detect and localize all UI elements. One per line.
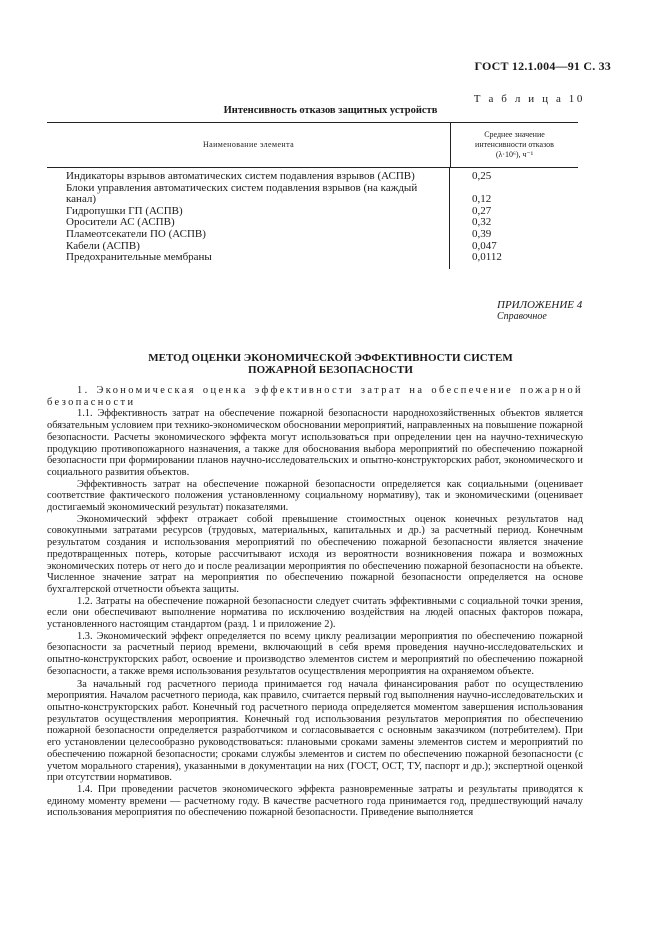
table-row-name: канал) [66, 193, 97, 206]
table-body [47, 168, 578, 269]
body-text [47, 385, 583, 819]
section-title [0, 352, 661, 376]
names-column [47, 168, 450, 269]
appendix-label [497, 299, 607, 323]
table-row-name: Гидропушки ГП (АСПВ) [66, 204, 183, 217]
table-row-value: 0,27 [472, 204, 492, 217]
column-header-value-line: интенсивности отказов [475, 140, 554, 149]
table-row-name: Пламеотсекатели ПО (АСПВ) [66, 227, 206, 240]
section-title-line: МЕТОД ОЦЕНКИ ЭКОНОМИЧЕСКОЙ ЭФФЕКТИВНОСТИ СИСТЕМ [148, 352, 513, 364]
paragraph: Экономический эффект отражает собой превышение стоимостных оценок конечных результатов над совокупными затратами ресурсов (трудовых, материальных, капитальных и др.) за расчетный период. Конечным результатом создания и использования мероприятий по обеспечению пожарной безопасности является значение предотвращенных потерь, которые рассчитывают исходя из вероятности возникновения пожара и возможных экономических потерь от него до и после реализации мероприятия по обеспечению пожарной безопасности на объекте. Численное значение затрат на мероприятия по обеспечению пожарной безопасности определяется на основе бухгалтерской отчетности объекта защиты. [47, 513, 583, 595]
table-row-value: 0,32 [472, 216, 492, 229]
paragraph: За начальный год расчетного периода принимается год начала финансирования работ по осуществлению мероприятия. Началом расчетного периода, как правило, считается первый год выполнения научно-исследовательских и опытно-конструкторских работ. Конечный год расчетного периода определяется моментом завершения использования результатов осуществления мероприятия. Конечный год использования результатов мероприятия по обеспечению пожарной безопасности определяется разработчиком и согласовывается с основным заказчиком (потребителем). При его установлении целесообразно руководствоваться: плановыми сроками замены элементов систем и мероприятий по обеспечению пожарной безопасности; сроками службы элементов и систем по обеспечению пожарной безопасности (с учетом морального старения), указанными в документации на них (ГОСТ, ОСТ, ТУ, паспорт и др.); экспертной оценкой при отсутствии нормативов. [47, 678, 583, 784]
paragraph: 1.4. При проведении расчетов экономического эффекта разновременные затраты и результаты приводятся к единому моменту времени — расчетному году. В качестве расчетного года принимается год, предшествующий началу использования мероприятия по обеспечению пожарной безопасности. Приведение выполняется [47, 783, 583, 819]
values-column [450, 168, 578, 269]
page-header: ГОСТ 12.1.004—91 С. 33 [474, 59, 611, 73]
paragraph: 1.3. Экономический эффект определяется по всему циклу реализации мероприятия по обеспечению пожарной безопасности за расчетный период времени, включающий в себя время проведения научно-исследовательских и опытно-конструкторских работ, освоение и производство элементов систем и мероприятий по обеспечению пожарной безопасности, а также время использования результатов осуществления мероприятия на охраняемом объекте. [47, 630, 583, 677]
table-title: Интенсивность отказов защитных устройств [223, 105, 438, 116]
table-row-name: Блоки управления автоматических систем подавления взрывов (на каждый [66, 181, 418, 194]
column-header-name: Наименование элемента [47, 123, 451, 167]
section-title-line: ПОЖАРНОЙ БЕЗОПАСНОСТИ [248, 364, 413, 376]
appendix-type: Справочное [497, 311, 547, 322]
table-row-value: 0,12 [472, 193, 492, 206]
table-row-name: Кабели (АСПВ) [66, 239, 140, 252]
table-row-value: 0,0112 [472, 251, 502, 264]
paragraph: 1.1. Эффективность затрат на обеспечение пожарной безопасности народнохозяйственных объектов является обязательным условием при технико-экономическом обосновании мероприятий, направленных на повышение пожарной безопасности. Расчеты экономического эффекта могут использоваться при определении цен на научно-техническую продукцию противопожарного назначения, а также для обоснования выбора мероприятий по обеспечению пожарной безопасности при формировании планов научно-исследовательских и опытно-конструкторских работ, экономического и социального развития объектов. [47, 408, 583, 478]
table-row-name: Предохранительные мембраны [66, 251, 212, 264]
column-header-value [451, 123, 578, 167]
subsection-heading: 1. Экономическая оценка эффективности затрат на обеспечение пожарной безопасности [47, 385, 583, 408]
table-header [47, 122, 578, 168]
column-header-value-line: (λ·10⁶), ч⁻¹ [495, 150, 534, 159]
column-header-value-line: Среднее значение [484, 130, 545, 139]
table-caption: Т а б л и ц а 10 [473, 93, 585, 105]
paragraph: 1.2. Затраты на обеспечение пожарной безопасности следует считать эффективными с социальной точки зрения, если они обеспечивают выполнение норматива по исключению воздействия на людей опасных факторов пожара, установленного настоящим стандартом (разд. 1 и приложение 2). [47, 595, 583, 631]
failure-rate-table [47, 122, 578, 269]
table-row-value: 0,047 [472, 239, 497, 252]
appendix-number: ПРИЛОЖЕНИЕ 4 [497, 299, 583, 311]
table-row-name: Индикаторы взрывов автоматических систем подавления взрывов (АСПВ) [66, 170, 415, 182]
table-row-name: Оросители АС (АСПВ) [66, 216, 175, 229]
table-row-value: 0,39 [472, 227, 492, 240]
paragraph: Эффективность затрат на обеспечение пожарной безопасности определяется как социальными (оценивает соответствие фактического положения установленному социальному нормативу), так и экономическими (оценивает достигаемый экономический результат) показателями. [47, 478, 583, 514]
table-row-value: 0,25 [472, 170, 492, 182]
